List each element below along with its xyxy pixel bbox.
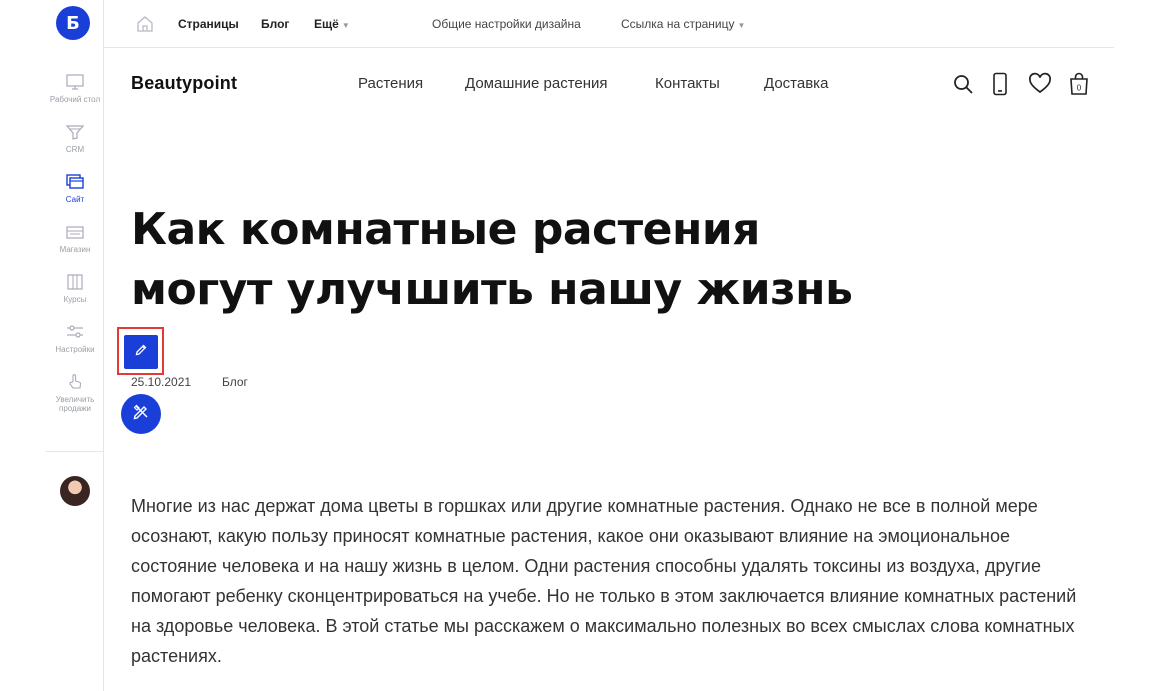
nav-link-delivery[interactable]: Доставка xyxy=(764,75,829,92)
chevron-down-icon: ▼ xyxy=(737,21,746,30)
nav-link-houseplants[interactable]: Домашние растения xyxy=(465,75,608,92)
bitrix-logo[interactable]: Б xyxy=(56,6,90,40)
monitor-icon xyxy=(65,72,85,92)
pencil-icon xyxy=(134,343,148,362)
chevron-down-icon: ▼ xyxy=(341,21,350,30)
article-body: Многие из нас держат дома цветы в горшках или другие комнатные растения. Однако не все в полной мере осознают, какую пользу приносят комнатные растения, какое они оказывают влияние на эмоциональное состояние человека и на нашу жизнь в целом. Одни растения способны удалять токсины из воздуха, другие помогают ребенку сконцентрироваться на учебе. Но не только в этом заключается влияние комнатных растений на здоровье человека. В этой статье мы расскажем о максимально полезных во всех смыслах слова комнатных растениях. xyxy=(131,496,1077,666)
cart-count: 0 xyxy=(1076,83,1082,93)
sidebar-item-label: Магазин xyxy=(59,245,91,254)
design-tools-icon xyxy=(131,402,151,427)
site-brand-logo[interactable]: Beautypoint xyxy=(131,73,238,93)
funnel-icon xyxy=(65,122,85,142)
store-icon xyxy=(65,222,85,242)
bitrix-left-sidebar xyxy=(46,0,104,691)
hand-pointer-icon xyxy=(65,372,85,392)
site-windows-icon xyxy=(65,172,85,192)
sidebar-item-label: Рабочий стол xyxy=(49,95,101,104)
topbar-page-link-menu[interactable]: Ссылка на страницу ▼ xyxy=(621,17,746,31)
topbar-blog-link[interactable]: Блог xyxy=(261,17,290,31)
sidebar-item-store[interactable] xyxy=(46,218,104,268)
columns-icon xyxy=(65,272,85,292)
user-avatar[interactable] xyxy=(60,476,90,506)
sidebar-item-courses[interactable] xyxy=(46,268,104,318)
design-mode-button[interactable] xyxy=(121,394,161,434)
nav-link-plants[interactable]: Растения xyxy=(358,75,424,92)
article-date: 25.10.2021 xyxy=(131,375,192,389)
sidebar-item-grow-sales[interactable] xyxy=(46,368,104,418)
topbar-pages-link[interactable]: Страницы xyxy=(178,17,239,31)
edit-block-button[interactable] xyxy=(124,335,158,369)
sidebar-item-label: Увеличить продажи xyxy=(55,395,95,413)
sliders-icon xyxy=(65,322,85,342)
topbar-design-settings-link[interactable]: Общие настройки дизайна xyxy=(432,17,581,31)
article-title: Как комнатные растения могут улучшить нашу жизнь xyxy=(131,204,853,315)
sidebar-item-settings[interactable] xyxy=(46,318,104,368)
nav-link-contacts[interactable]: Контакты xyxy=(655,75,720,92)
search-icon[interactable] xyxy=(951,72,975,96)
sidebar-item-label: Курсы xyxy=(63,295,87,304)
sidebar-item-site[interactable] xyxy=(46,168,104,218)
heart-icon[interactable] xyxy=(1028,72,1052,96)
sidebar-item-crm[interactable] xyxy=(46,118,104,168)
sidebar-item-label: Настройки xyxy=(55,345,95,354)
article-category[interactable]: Блог xyxy=(222,375,248,389)
top-admin-bar xyxy=(104,0,1114,48)
sidebar-divider xyxy=(46,451,104,452)
sidebar-item-label: CRM xyxy=(65,145,85,154)
sidebar-menu xyxy=(46,68,104,418)
phone-icon[interactable] xyxy=(988,72,1012,96)
home-icon[interactable] xyxy=(135,14,155,34)
shopping-bag-icon[interactable] xyxy=(1067,72,1091,96)
sidebar-item-label: Сайт xyxy=(65,195,85,204)
sidebar-item-desktop[interactable] xyxy=(46,68,104,118)
topbar-more-menu[interactable]: Ещё ▼ xyxy=(314,17,350,31)
